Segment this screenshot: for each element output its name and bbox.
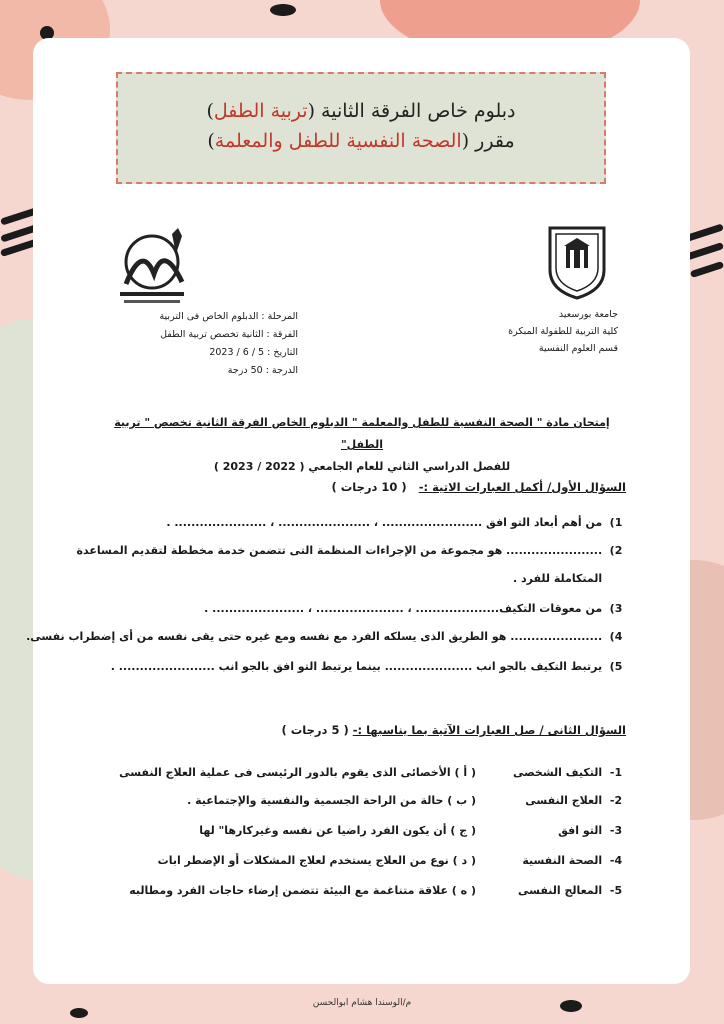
decor-dot	[70, 1008, 88, 1018]
exam-level: الفرقة : الثانية تخصص تربية الطفل	[160, 329, 298, 340]
exam-document	[26, 218, 632, 938]
match-description: ( ج ) أن يكون الفرد راضيا عن نفسه وغيركارها" لها	[199, 824, 476, 837]
item-text: ...................... هو الطريق الذى يسلكه الفرد مع نفسه ومع غيره حتى يقى نفسه من أى إضطراب نفسى.	[26, 630, 603, 643]
title-text: مقرر (	[461, 130, 515, 152]
university-info	[468, 306, 618, 357]
decor-dot	[270, 4, 296, 16]
match-row	[96, 854, 626, 874]
faculty-logo-icon	[112, 224, 196, 310]
title-text: )	[206, 100, 214, 122]
match-description: ( د ) نوع من العلاج يستخدم لعلاج المشكلات أو الإضطر ابات	[157, 854, 476, 867]
faculty-name: كلية التربية للطفولة المبكرة	[508, 326, 618, 337]
title-box	[116, 72, 606, 184]
item-text: المتكاملة للفرد .	[513, 572, 603, 585]
match-row	[96, 884, 626, 904]
list-item	[96, 572, 626, 585]
item-number: 5)	[609, 660, 623, 673]
exam-date: التاريخ : 5 / 6 / 2023	[209, 347, 298, 358]
question-1-title: السؤال الأول/ أكمل العبارات الاتية :-	[418, 480, 626, 494]
match-term	[506, 766, 626, 779]
match-row	[96, 794, 626, 814]
title-text: دبلوم خاص الفرقة الثانية (	[307, 100, 516, 122]
item-text: يرتبط التكيف بالجو انب ..................... بينما يرتبط التو افق بالجو انب ....................... .	[110, 660, 603, 673]
term-text: التكيف الشخصى	[512, 766, 603, 779]
title-highlight: تربية الطفل	[213, 100, 308, 122]
item-number: 3)	[609, 602, 623, 615]
question-2-title: السؤال الثانى / صل العبارات الآتية بما يناسبها :-	[352, 723, 626, 737]
term-text: التو افق	[558, 824, 603, 837]
item-text: من معوقات التكيف.................... ، ..................... ، ...................... .	[204, 602, 603, 615]
term-text: المعالج النفسى	[518, 884, 603, 897]
item-number: 4-	[609, 854, 623, 867]
item-number: 1-	[609, 766, 623, 779]
item-number: 2-	[609, 794, 623, 807]
list-item	[76, 544, 626, 557]
title-text: )	[207, 130, 215, 152]
match-row	[96, 824, 626, 844]
match-description: ( ه ) علاقة متناغمة مع البيئة تتضمن إرضاء حاجات الفرد ومطالبه	[129, 884, 476, 897]
title-highlight: الصحة النفسية للطفل والمعلمة	[214, 130, 462, 152]
question-1-marks: ( 10 درجات )	[331, 480, 407, 494]
term-text: الصحة النفسية	[522, 854, 603, 867]
item-number: 2)	[609, 544, 623, 557]
match-row	[96, 766, 626, 786]
match-description: ( ب ) حالة من الراحة الجسمية والنفسية والإجتماعية .	[187, 794, 476, 807]
exam-stage: المرحلة : الدبلوم الخاص فى التربية	[159, 311, 298, 322]
university-logo-icon	[542, 224, 612, 300]
title-line-1	[118, 96, 604, 126]
match-term	[506, 824, 626, 837]
item-number: 5-	[609, 884, 623, 897]
exam-info	[98, 308, 298, 380]
list-item	[96, 516, 626, 529]
question-1-heading	[331, 480, 626, 494]
exam-grade: الدرجة : 50 درجة	[227, 365, 298, 376]
author-credit: م/الوسندا هشام ابوالحسن	[312, 998, 412, 1008]
list-item	[96, 660, 626, 673]
match-term	[506, 884, 626, 897]
exam-title-line-2: للفصل الدراسي الثاني للعام الجامعي ( 2022 / 2023 )	[213, 460, 511, 473]
decor-stripe	[690, 261, 724, 278]
list-item	[26, 630, 626, 643]
university-name: جامعة بورسعيد	[558, 309, 618, 320]
item-text: من أهم أبعاد التو افق ........................ ، ...................... ، ...................... .	[166, 516, 603, 529]
exam-title	[92, 412, 632, 478]
match-description: ( أ ) الأخصائى الذى يقوم بالدور الرئيسى فى عملية العلاج النفسى	[119, 766, 476, 779]
term-text: العلاج النفسى	[525, 794, 603, 807]
exam-title-line-1: إمتحان مادة " الصحة النفسية للطفل والمعلمة " الدبلوم الخاص الفرقة الثانية تخصص " تربية الطفل"	[114, 416, 610, 451]
match-term	[506, 794, 626, 807]
question-2-marks: ( 5 درجات )	[281, 723, 349, 737]
item-number: 1)	[609, 516, 623, 529]
question-2-heading	[281, 723, 626, 737]
list-item	[96, 602, 626, 615]
department-name: قسم العلوم النفسية	[538, 343, 618, 354]
item-number: 4)	[609, 630, 623, 643]
title-line-2	[118, 126, 604, 156]
match-term	[506, 854, 626, 867]
item-number: 3-	[609, 824, 623, 837]
item-text: ....................... هو مجموعة من الإجراءات المنظمة التى تتضمن خدمة مخططة لتقديم المساعدة	[76, 544, 603, 557]
